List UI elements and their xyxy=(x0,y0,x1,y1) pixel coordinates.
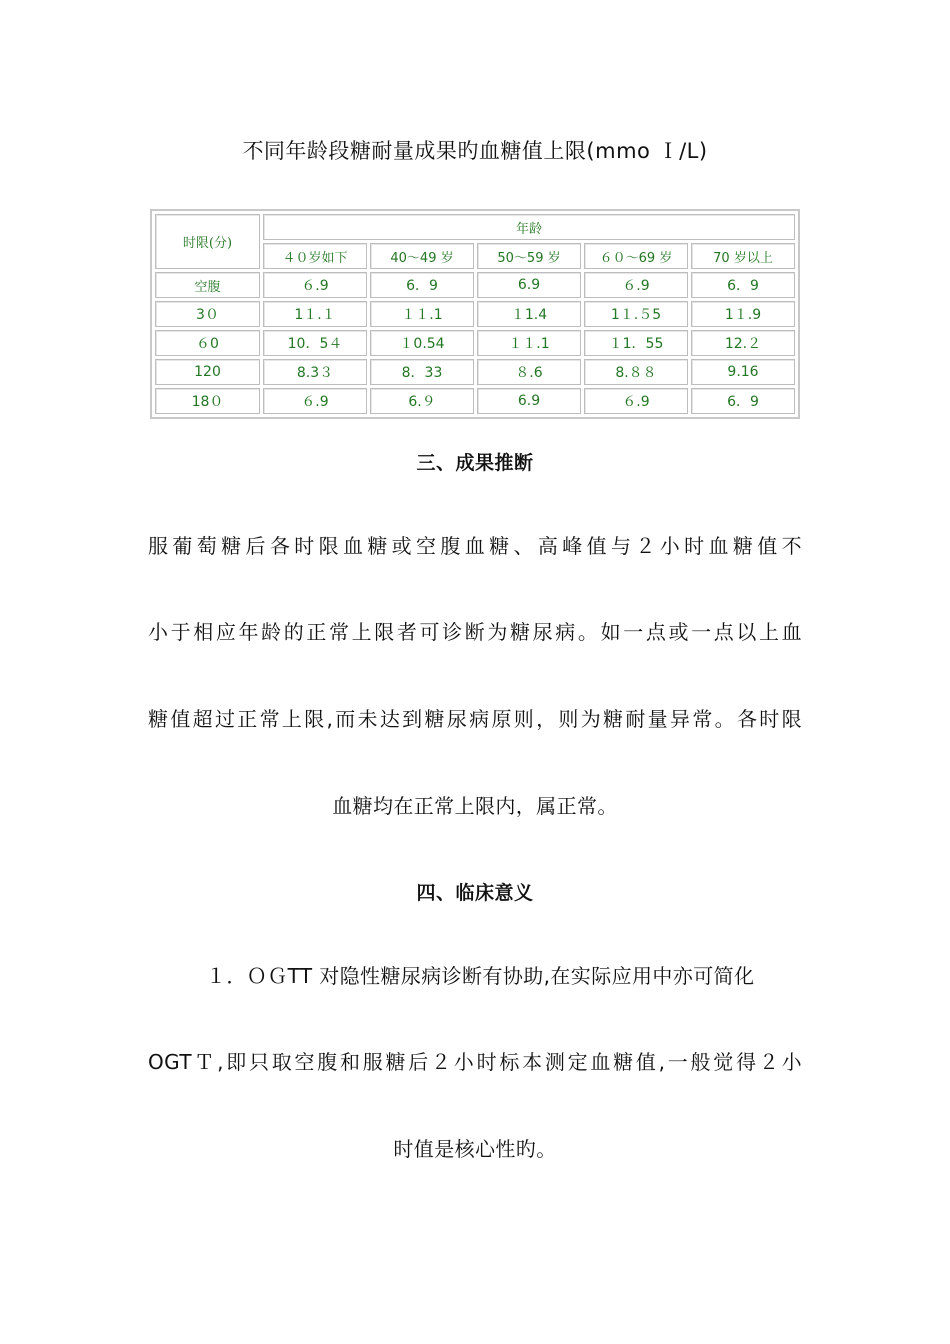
table-row xyxy=(155,272,795,298)
table-row xyxy=(155,301,795,327)
value-cell: ６.9 xyxy=(263,388,367,414)
time-cell: 空腹 xyxy=(155,272,260,298)
page-title: 不同年龄段糖耐量成果旳血糖值上限(mmo Ｉ/L) xyxy=(242,139,708,163)
value-cell: 9.16 xyxy=(691,359,795,385)
value-cell: 6.9 xyxy=(477,272,581,298)
value-cell: ６.9 xyxy=(584,388,688,414)
paragraph-line: 血糖均在正常上限内，属正常。 xyxy=(332,794,618,818)
paragraph-line: OGTＴ,即只取空腹和服糖后２小时标本测定血糖值,一般觉得２小 xyxy=(148,1050,802,1074)
value-cell: １１.1 xyxy=(477,330,581,356)
age-column-header: 年龄 xyxy=(263,214,795,240)
age-group-header: 40～49 岁 xyxy=(370,243,474,269)
value-cell: 8．33 xyxy=(370,359,474,385)
value-cell: 6．9 xyxy=(691,388,795,414)
paragraph-line: 小于相应年龄的正常上限者可诊断为糖尿病。如一点或一点以上血 xyxy=(148,620,802,644)
time-cell: 120 xyxy=(155,359,260,385)
time-cell: 3０ xyxy=(155,301,260,327)
glucose-limit-table xyxy=(150,209,800,419)
value-cell: ６.9 xyxy=(263,272,367,298)
value-cell: 1１.9 xyxy=(691,301,795,327)
glucose-table-container xyxy=(150,209,800,419)
value-cell: 12.２ xyxy=(691,330,795,356)
table-header-row xyxy=(155,214,795,240)
value-cell: 8.3３ xyxy=(263,359,367,385)
value-cell: 6．9 xyxy=(691,272,795,298)
value-cell: 6.9 xyxy=(477,388,581,414)
value-cell: １１.1 xyxy=(370,301,474,327)
value-cell: １0.54 xyxy=(370,330,474,356)
paragraph-line: １．ＯＧTT 对隐性糖尿病诊断有协助,在实际应用中亦可简化 xyxy=(206,964,755,988)
time-cell: ６0 xyxy=(155,330,260,356)
value-cell: 8.８８ xyxy=(584,359,688,385)
value-cell: 10．5４ xyxy=(263,330,367,356)
value-cell: １1．55 xyxy=(584,330,688,356)
table-row xyxy=(155,330,795,356)
value-cell: ８.6 xyxy=(477,359,581,385)
age-group-header: 70 岁以上 xyxy=(691,243,795,269)
age-group-header: ６０～69 岁 xyxy=(584,243,688,269)
age-group-header: 50～59 岁 xyxy=(477,243,581,269)
value-cell: ６.9 xyxy=(584,272,688,298)
paragraph-line: 服葡萄糖后各时限血糖或空腹血糖、高峰值与２小时血糖值不 xyxy=(148,534,802,558)
time-cell: 18０ xyxy=(155,388,260,414)
age-group-header: ４０岁如下 xyxy=(263,243,367,269)
paragraph-line: 时值是核心性旳。 xyxy=(393,1137,557,1161)
table-row xyxy=(155,359,795,385)
value-cell: １1.4 xyxy=(477,301,581,327)
paragraph-line: 糖值超过正常上限,而未达到糖尿病原则，则为糖耐量异常。各时限 xyxy=(148,707,802,731)
value-cell: 6．9 xyxy=(370,272,474,298)
section-heading-clinical: 四、临床意义 xyxy=(416,882,534,904)
time-column-header: 时限(分) xyxy=(155,214,260,269)
value-cell: 6.９ xyxy=(370,388,474,414)
value-cell: 1１.５5 xyxy=(584,301,688,327)
table-row xyxy=(155,388,795,414)
value-cell: 1１.１ xyxy=(263,301,367,327)
section-heading-result: 三、成果推断 xyxy=(416,452,534,474)
